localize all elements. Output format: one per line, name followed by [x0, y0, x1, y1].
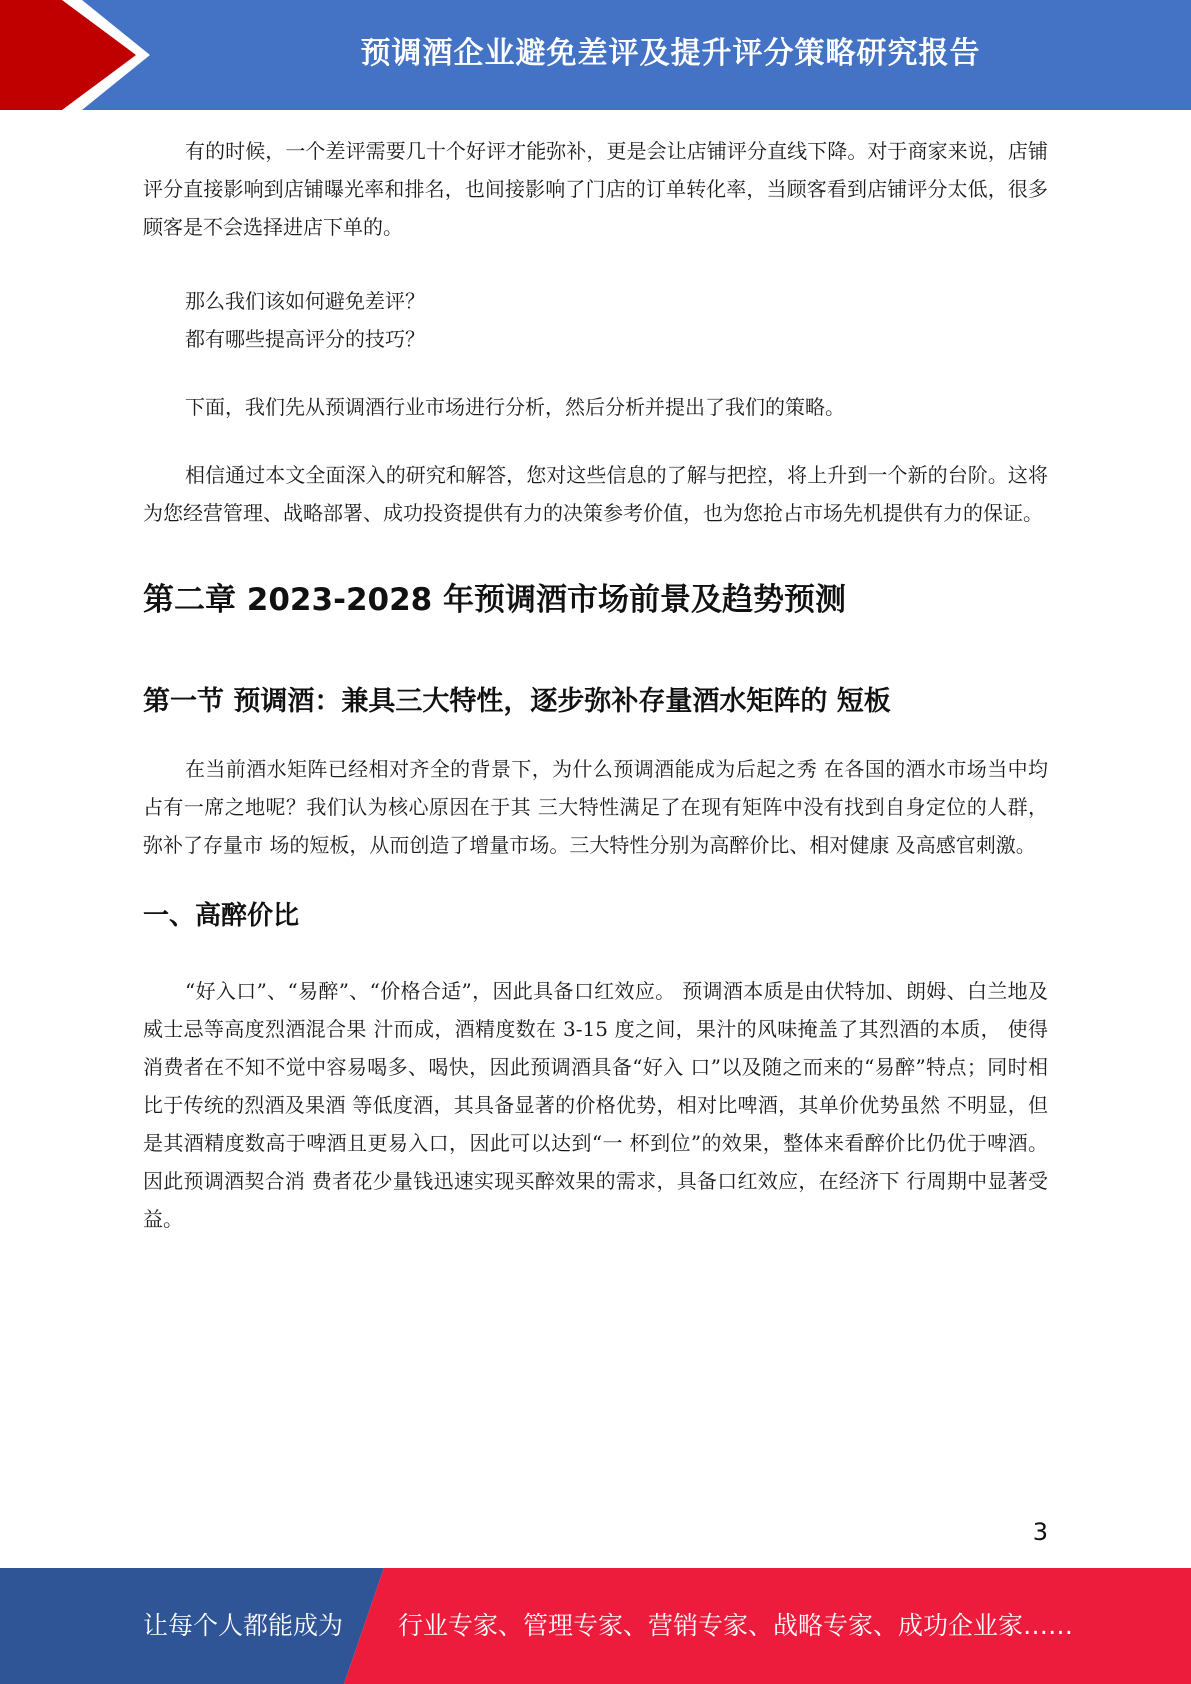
page-number: 3 [1032, 1518, 1048, 1546]
subsection-title: 一、高醉价比 [143, 901, 300, 931]
page-header [0, 0, 1191, 110]
intro-question-2: 都有哪些提高评分的技巧？ [185, 327, 425, 351]
section-paragraph: 在当前酒水矩阵已经相对齐全的背景下，为什么预调酒能成为后起之秀 在各国的酒水市场当中均占有一席之地呢？我们认为核心原因在于其 三大特性满足了在现有矩阵中没有找到自身定位的人群，弥补了存量市 场的短板，从而创造了增量市场。三大特性分别为高醉价比、相对健康 及高感官刺激。 [143, 757, 1048, 857]
intro-question-1: 那么我们该如何避免差评？ [185, 289, 425, 313]
subsection-paragraph: “好入口”、“易醉”、“价格合适”，因此具备口红效应。 预调酒本质是由伏特加、朗姆、白兰地及威士忌等高度烈酒混合果 汁而成，酒精度数在 3-15 度之间，果汁的风味掩盖了其烈酒的本质， 使得消费者在不知不觉中容易喝多、喝快，因此预调酒具备“好入 口”以及随之而来的“易醉”特点；同时相比于传统的烈酒及果酒 等低度酒，其具备显著的价格优势，相对比啤酒，其单价优势虽然 不明显，但是其酒精度数高于啤酒且更易入口，因此可以达到“一 杯到位”的效果，整体来看醉价比仍优于啤酒。因此预调酒契合消 费者花少量钱迅速实现买醉效果的需求，具备口红效应，在经济下 行周期中显著受益。 [143, 979, 1048, 1231]
page-footer [0, 1568, 1191, 1684]
intro-paragraph-3: 相信通过本文全面深入的研究和解答，您对这些信息的了解与把控，将上升到一个新的台阶。这将为您经营管理、战略部署、成功投资提供有力的决策参考价值，也为您抢占市场先机提供有力的保证。 [143, 463, 1048, 525]
intro-paragraph-1: 有的时候，一个差评需要几十个好评才能弥补，更是会让店铺评分直线下降。对于商家来说，店铺评分直接影响到店铺曝光率和排名，也间接影响了门店的订单转化率，当顾客看到店铺评分太低，很多顾客是不会选择进店下单的。 [143, 139, 1048, 239]
section-title: 第一节 预调酒：兼具三大特性，逐步弥补存量酒水矩阵的 短板 [143, 686, 891, 717]
chapter-title: 第二章 2023-2028 年预调酒市场前景及趋势预测 [143, 582, 847, 618]
footer-slogan-left: 让每个人都能成为 [143, 1611, 344, 1640]
intro-paragraph-2: 下面，我们先从预调酒行业市场进行分析，然后分析并提出了我们的策略。 [185, 395, 845, 419]
header-title: 预调酒企业避免差评及提升评分策略研究报告 [360, 36, 981, 71]
footer-slogan-right: 行业专家、管理专家、营销专家、战略专家、成功企业家…… [398, 1611, 1074, 1640]
document-body [143, 132, 1048, 1238]
